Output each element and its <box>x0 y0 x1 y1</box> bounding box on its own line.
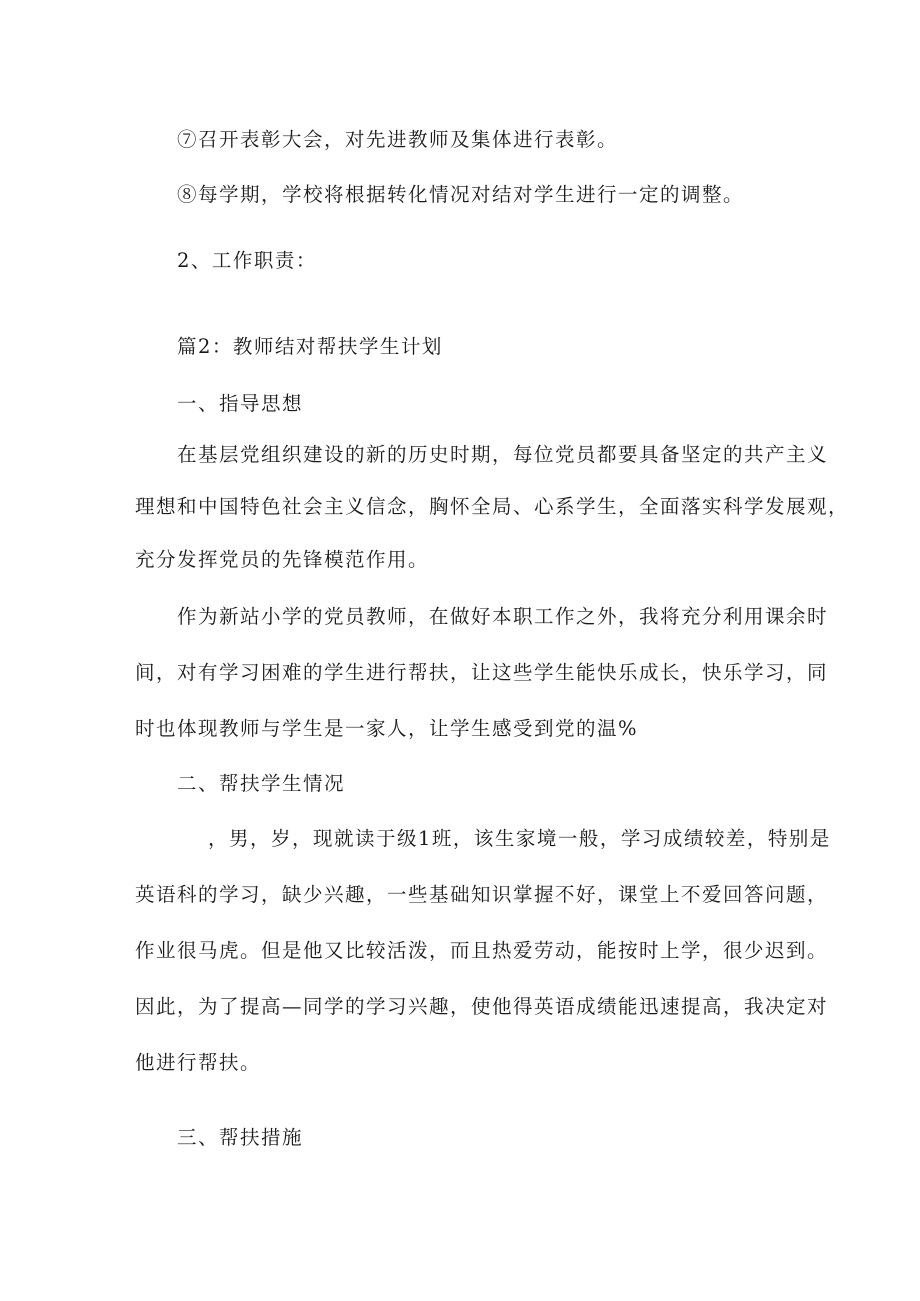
list-item-8: ⑧每学期，学校将根据转化情况对结对学生进行一定的调整。 <box>177 183 745 206</box>
paragraph-line: ，男，岁，现就读于级1班，该生家境一般，学习成绩较差，特别是 <box>208 827 831 850</box>
heading-guiding-ideology: 一、指导思想 <box>177 392 304 415</box>
article-title: 篇2：教师结对帮扶学生计划 <box>177 335 443 358</box>
paragraph-line: 他进行帮扶。 <box>135 1051 262 1074</box>
paragraph-line: 时也体现教师与学生是一家人，让学生感受到党的温% <box>135 717 639 740</box>
paragraph-line: 英语科的学习，缺少兴趣，一些基础知识掌握不好，课堂上不爱回答问题， <box>135 883 829 906</box>
section-duties-heading: 2、工作职责： <box>177 249 317 272</box>
paragraph-line: 在基层党组织建设的新的历史时期，每位党员都要具备坚定的共产主义 <box>177 443 829 466</box>
paragraph-line: 作业很马虎。但是他又比较活泼，而且热爱劳动，能按时上学，很少迟到。 <box>135 939 829 962</box>
list-item-7: ⑦召开表彰大会，对先进教师及集体进行表彰。 <box>177 128 619 151</box>
heading-student-situation: 二、帮扶学生情况 <box>177 772 346 795</box>
paragraph-line: 间，对有学习困难的学生进行帮扶，让这些学生能快乐成长，快乐学习，同 <box>135 661 829 684</box>
paragraph-line: 充分发挥党员的先锋模范作用。 <box>135 548 430 571</box>
paragraph-line: 理想和中国特色社会主义信念，胸怀全局、心系学生，全面落实科学发展观， <box>135 495 850 518</box>
paragraph-line: 因此，为了提高—同学的学习兴趣，使他得英语成绩能迅速提高，我决定对 <box>135 995 829 1018</box>
paragraph-line: 作为新站小学的党员教师，在做好本职工作之外，我将充分利用课余时 <box>177 605 829 628</box>
heading-support-measures: 三、帮扶措施 <box>177 1126 304 1149</box>
